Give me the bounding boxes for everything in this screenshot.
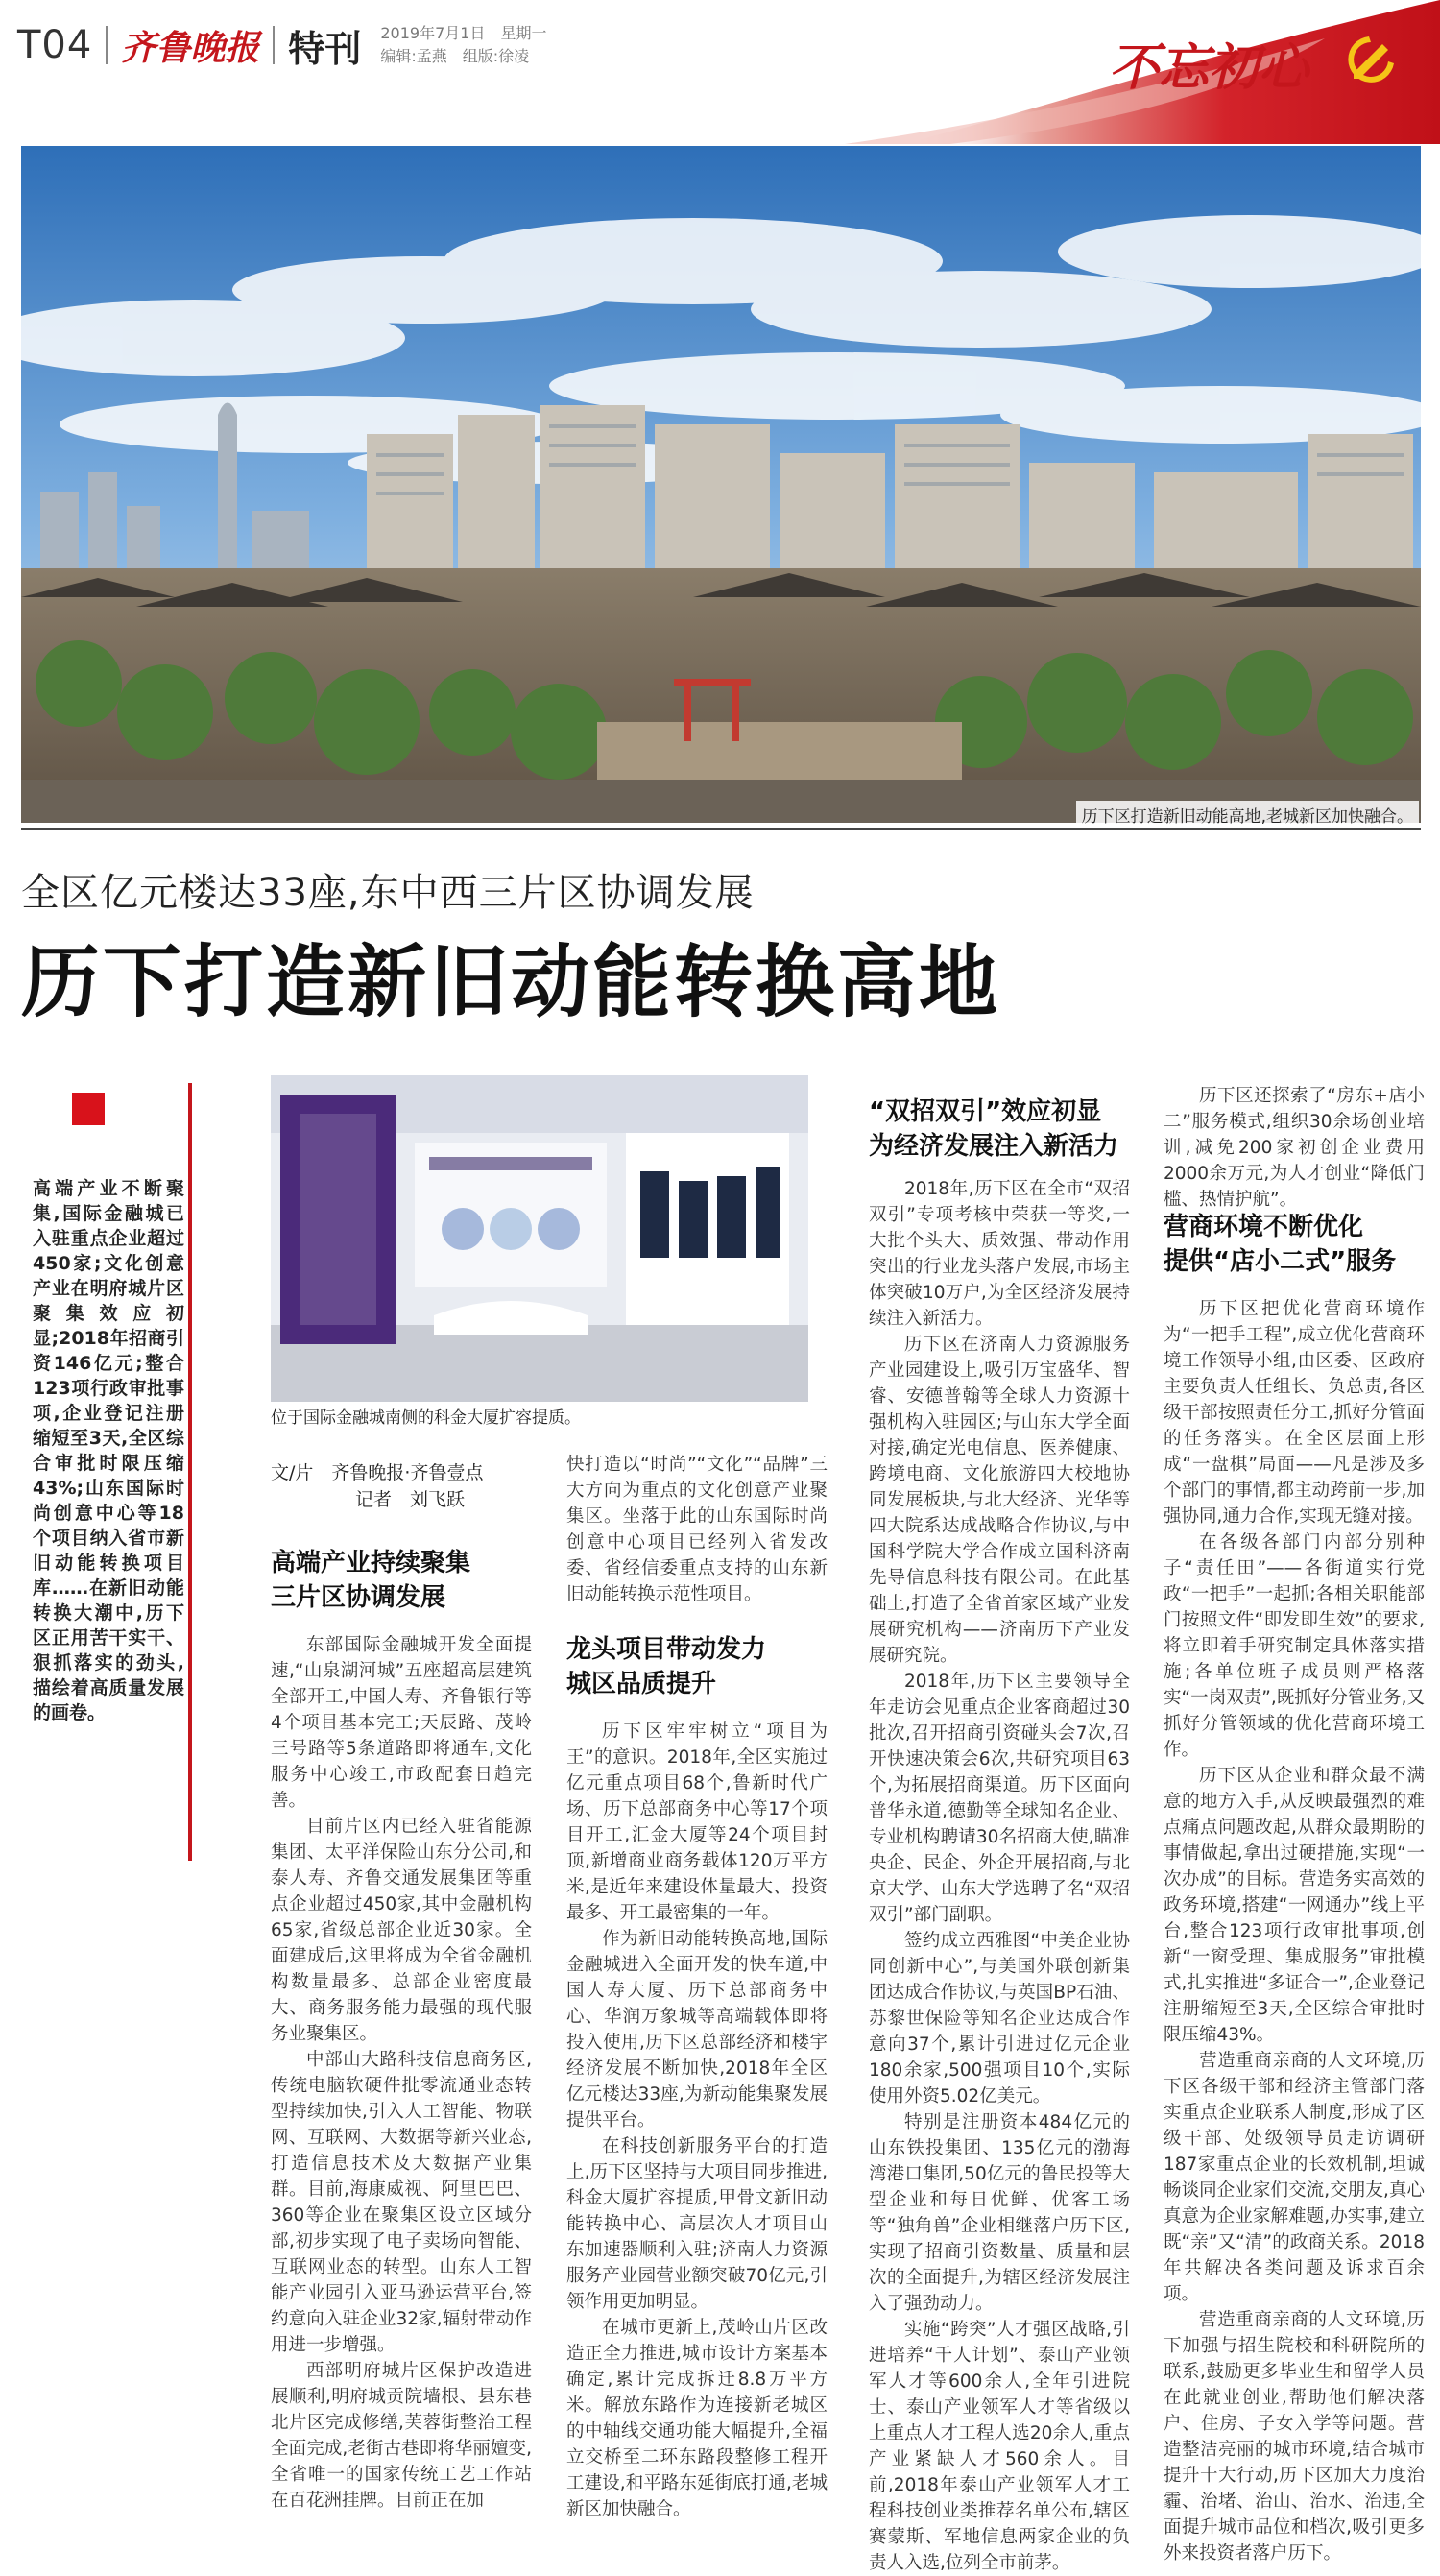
lead-divider — [188, 1083, 192, 1861]
section-heading-line: 龙头项目带动发力 — [566, 1635, 767, 1664]
section-heading-line: 提供“店小二式”服务 — [1164, 1247, 1397, 1276]
paragraph: 2018年,历下区主要领导全年走访会见重点企业客商超过30批次,召开招商引资碰头会7次,召开快速决策会6次,共研究项目63个,为拓展招商渠道。历下区面向普华永道,德勤等全球知名企业、专业机构聘请30名招商大使,瞄准央企、民企、外企开展招商,与北京大学、山东大学选聘了名“双招双引”部门副职。 — [869, 1672, 1130, 1925]
section-heading-3 — [869, 1095, 1157, 1164]
photo-caption: 历下区打造新旧动能高地,老城新区加快融合。 — [1076, 801, 1419, 829]
article-column-4 — [1164, 1296, 1425, 2564]
lead-marker-icon — [72, 1093, 105, 1125]
paragraph: 在城市更新上,茂岭山片区改造正全力推进,城市设计方案基本确定,累计完成拆迁8.8万平方米。解放东路作为连接新老城区的中轴线交通功能大幅提升,全福立交桥至二环东路段整修工程开工建设,和平路东延街底打通,老城新区加快融合。 — [566, 2318, 828, 2519]
byline-reporter: 记者 刘飞跃 — [355, 1489, 466, 1510]
section-heading-4 — [1164, 1210, 1425, 1279]
paragraph: 作为新旧动能转换高地,国际金融城进入全面开发的快车道,中国人寿大厦、历下总部商务中心、华润万象城等高端载体即将投入使用,历下区总部经济和楼宇经济发展不断加快,2018年全区亿元楼达33座,为新动能集聚发展提供平台。 — [566, 1929, 828, 2131]
paragraph: 特别是注册资本484亿元的山东铁投集团、135亿元的渤海湾港口集团,50亿元的鲁民投等大型企业和每日优鲜、优客工场等“独角兽”企业相继落户历下区,实现了招商引资数量、质量和层次的全面提升,为辖区经济发展注入了强劲动力。 — [869, 2112, 1130, 2314]
paragraph: 目前片区内已经入驻省能源集团、太平洋保险山东分公司,和泰人寿、齐鲁交通发展集团等重点企业超过450家,其中金融机构65家,省级总部企业近30家。全面建成后,这里将成为全省金融机构数量最多、总部企业密度最大、商务服务能力最强的现代服务业聚集区。 — [271, 1817, 532, 2044]
article-column-4-top — [1164, 1083, 1425, 1213]
paragraph: 历下区从企业和群众最不满意的地方入手,从反映最强烈的难点痛点问题改起,从群众最期盼的事情做起,拿出过硬措施,实现“一次办成”的目标。营造务实高效的政务环境,搭建“一网通办”线上平台,整合123项行政审批事项,创新“一窗受理、集成服务”审批模式,扎实推进“多证合一”,企业登记注册缩短至3天,全区综合审批时限压缩43%。 — [1164, 1766, 1425, 2045]
paragraph: 营造重商亲商的人文环境,历下区各级干部和经济主管部门落实重点企业联系人制度,形成了区级干部、处级领导员走访调研187家重点企业的长效机制,坦诚畅谈同企业家们交流,交朋友,真心真意为企业家解难题,办实事,建立既“亲”又“清”的政商关系。2018年共解决各类问题及诉求百余项。 — [1164, 2051, 1425, 2304]
paragraph: 在科技创新服务平台的打造上,历下区坚持与大项目同步推进,科金大厦扩容提质,甲骨文新旧动能转换中心、高层次人才项目山东加速器顺利入驻;济南人力资源服务产业园营业额突破70亿元,引领作用更加明显。 — [566, 2136, 828, 2312]
inset-caption: 位于国际金融城南侧的科金大厦扩容提质。 — [271, 1408, 581, 1428]
article-column-2-top — [566, 1452, 828, 1607]
section-heading-line: 三片区协调发展 — [271, 1583, 446, 1612]
paragraph: 中部山大路科技信息商务区,传统电脑软硬件批零流通业态转型持续加快,引入人工智能、物联网、互联网、大数据等新兴业态,打造信息技术及大数据产业集群。目前,海康威视、阿里巴巴、360等企业在聚集区设立区域分部,初步实现了电子卖场向智能、互联网业态的转型。山东人工智能产业园引入亚马逊运营平台,签约意向入驻企业32家,辐射带动作用进一步增强。 — [271, 2050, 532, 2355]
hero-photo-cityscape — [21, 146, 1421, 823]
paragraph: 签约成立西雅图“中美企业协同创新中心”,与美国外联创新集团达成合作协议,与英国BP石油、苏黎世保险等知名企业达成合作意向37个,累计引进过亿元企业180余家,500强项目10个,实际使用外资5.02亿美元。 — [869, 1931, 1130, 2107]
byline — [271, 1459, 483, 1513]
section-heading-line: 高端产业持续聚集 — [271, 1549, 471, 1577]
header-divider — [273, 26, 275, 64]
article-column-2 — [566, 1719, 828, 2519]
section-heading-line: 城区品质提升 — [566, 1670, 717, 1698]
paragraph: 历下区在济南人力资源服务产业园建设上,吸引万宝盛华、智睿、安德普翰等全球人力资源十强机构入驻园区;与山东大学全面对接,确定光电信息、医养健康、跨境电商、文化旅游四大校地协同发展板块,与北大经济、光华等四大院系达成战略合作协议,与中国科学院大学合作成立国科济南先导信息科技有限公司。在此基础上,打造了全省首家区域产业发展研究机构——济南历下产业发展研究院。 — [869, 1335, 1130, 1666]
page-header — [0, 0, 1440, 125]
header-divider — [106, 26, 108, 64]
paragraph: 实施“跨突”人才强区战略,引进培养“千人计划”、泰山产业领军人才等600余人,全年引进院士、泰山产业领军人才等省级以上重点人才工程人选20余人,重点产业紧缺人才560余人。目前,2018年泰山产业领军人才工程科技创业类推荐名单公布,辖区赛蒙斯、军地信息两家企业的负责人入选,位列全市前茅。 — [869, 2320, 1130, 2573]
paragraph: 东部国际金融城开发全面提速,“山泉湖河城”五座超高层建筑全部开工,中国人寿、齐鲁银行等4个项目基本完工;天辰路、茂岭三号路等5条道路即将通车,文化服务中心竣工,市政配套日趋完善。 — [271, 1635, 532, 1811]
paragraph: 历下区牢牢树立“项目为王”的意识。2018年,全区实施过亿元重点项目68个,鲁新时代广场、历下总部商务中心等17个项目开工,汇金大厦等24个项目封顶,新增商业商务载体120万平方米,是近年来建设体量最大、投资最多、开工最密集的一年。 — [566, 1721, 828, 1923]
paragraph: 在各级各部门内部分别种子“责任田”——各街道实行党政“一把手”一起抓;各相关职能部门按照文件“即发即生效”的要求,将立即着手研究制定具体落实措施;各单位班子成员则严格落实“一岗双责”,既抓好分管业务,又抓好分管领域的优化营商环境工作。 — [1164, 1532, 1425, 1760]
showroom-illustration — [271, 1075, 808, 1402]
article-subheadline: 全区亿元楼达33座,东中西三片区协调发展 — [21, 871, 755, 915]
inset-photo-showroom — [271, 1075, 808, 1402]
paragraph: 快打造以“时尚”“文化”“品牌”三大方向为重点的文化创意产业聚集区。坐落于此的山东国际时尚创意中心项目已经列入省发改委、省经信委重点支持的山东新旧动能转换示范性项目。 — [566, 1455, 828, 1604]
page-number: T04 — [17, 23, 93, 67]
lead-paragraph: 高端产业不断聚集,国际金融城已入驻重点企业超过450家;文化创意产业在明府城片区聚集效应初显;2018年招商引资146亿元;整合123项行政审批事项,企业登记注册缩短至3天,全区综合审批时限压缩43%;山东国际时尚创意中心等18个项目纳入省市新旧动能转换项目库……在新旧动能转换大潮中,历下区正用苦干实干、狠抓落实的劲头,描绘着高质量发展的画卷。 — [33, 1178, 184, 1723]
article-column-3 — [869, 1176, 1130, 2573]
paragraph: 2018年,历下区在全市“双招双引”专项考核中荣获一等奖,一大批个头大、质效强、带动作用突出的行业龙头落户发展,市场主体突破10万户,为全区经济发展持续注入新活力。 — [869, 1179, 1130, 1329]
divider — [21, 828, 1421, 830]
section-heading-2 — [566, 1632, 828, 1701]
date-line: 2019年7月1日 星期一 — [380, 24, 547, 42]
paragraph: 历下区还探索了“房东+店小二”服务模式,组织30余场创业培训,减免200家初创企业费用2000余万元,为人才创业“降低门槛、热情护航”。 — [1164, 1086, 1425, 1210]
section-heading-line: 营商环境不断优化 — [1164, 1213, 1364, 1241]
section-heading-line: “双招双引”效应初显 — [869, 1097, 1102, 1126]
paragraph: 历下区把优化营商环境作为“一把手工程”,成立优化营商环境工作领导小组,由区委、区政府主要负责人任组长、负总责,各区级干部按照责任分工,抓好分管面的任务落实。在全区层面上形成“一盘棋”局面——凡是涉及多个部门的事情,都主动跨前一步,加强协同,通力合作,实现无缝对接。 — [1164, 1299, 1425, 1527]
cityscape-illustration — [21, 146, 1421, 823]
paper-name-logo: 齐鲁晚报 — [121, 27, 260, 68]
byline-source: 文/片 齐鲁晚报·齐鲁壹点 — [271, 1462, 484, 1483]
header-meta — [380, 22, 546, 68]
header-left — [17, 21, 546, 69]
brand-banner — [787, 0, 1440, 144]
article-headline: 历下打造新旧动能转换高地 — [21, 937, 1001, 1028]
section-heading-line: 为经济发展注入新活力 — [869, 1132, 1119, 1161]
paragraph: 营造重商亲商的人文环境,历下加强与招生院校和科研院所的联系,鼓励更多毕业生和留学人员在此就业创业,帮助他们解决落户、住房、子女入学等问题。营造整洁亮丽的城市环境,结合城市提升十大行动,历下区加大力度治霾、治堵、治山、治水、治违,全面提升城市品位和档次,吸引更多外来投资者落户历下。 — [1164, 2310, 1425, 2564]
editors-line: 编辑:孟燕 组版:徐凌 — [380, 47, 530, 65]
section-name: 特刊 — [288, 27, 362, 70]
paragraph: 西部明府城片区保护改造进展顺利,明府城贡院墙根、县东巷北片区完成修缮,芙蓉街整治工程全面完成,老街古巷即将华丽嬗变,全省唯一的国家传统工艺工作站在百花洲挂牌。目前正在加 — [271, 2361, 532, 2511]
brand-slogan: 不忘初心 — [1109, 38, 1309, 97]
article-column-1 — [271, 1632, 532, 2511]
section-heading-1 — [271, 1546, 530, 1615]
